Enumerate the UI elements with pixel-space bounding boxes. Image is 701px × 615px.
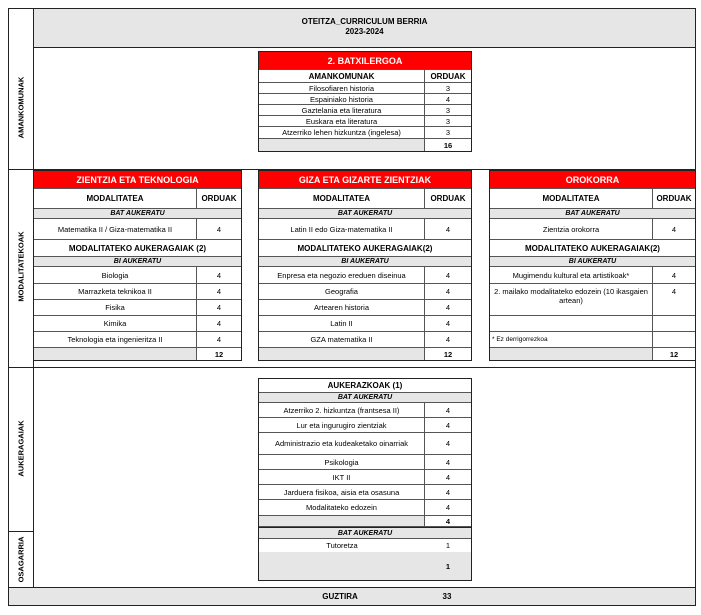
table-row xyxy=(34,316,241,332)
subject-name: Geografia xyxy=(259,284,425,299)
giza-col2: ORDUAK xyxy=(430,194,466,203)
subject-hours: 3 xyxy=(445,83,451,93)
total-row xyxy=(34,348,241,360)
subject-name: Filosofiaren historia xyxy=(259,83,425,93)
subject-name: Lur eta ingurugiro zientziak xyxy=(259,418,425,432)
subject-hours: 4 xyxy=(445,472,451,482)
amankomunak-col2: ORDUAK xyxy=(430,71,466,81)
total-row xyxy=(259,348,471,360)
subject-hours: 4 xyxy=(445,487,451,497)
table-row xyxy=(259,83,471,94)
section-title: MODALITATEKO AUKERAGAIAK(2) xyxy=(490,240,695,257)
table-row xyxy=(490,284,695,316)
subject-name: Zientzia orokorra xyxy=(490,219,653,239)
table-row xyxy=(259,116,471,127)
choose-one-label: BAT AUKERATU xyxy=(259,209,471,219)
subject-hours: 4 xyxy=(445,405,451,415)
side-label-modalitatekoak: MODALITATEKOAK xyxy=(16,231,26,302)
subject-name: Tutoretza xyxy=(326,541,358,550)
subject-hours: 4 xyxy=(216,224,222,234)
subject-name: Enpresa eta negozio ereduen diseinua xyxy=(259,267,425,283)
choose-one-label: BAT AUKERATU xyxy=(259,393,471,403)
table-row xyxy=(259,539,471,552)
table-row xyxy=(259,332,471,348)
table-row xyxy=(259,300,471,316)
subject-name: Fisika xyxy=(34,300,197,315)
subject-name: Gaztelania eta literatura xyxy=(259,105,425,115)
total-hours: 1 xyxy=(445,561,451,571)
subject-hours: 4 xyxy=(216,287,222,296)
table-row xyxy=(34,332,241,348)
orokorra-col2: ORDUAK xyxy=(656,194,692,203)
table-row xyxy=(259,127,471,139)
footnote: * Ez derrigorrezkoa xyxy=(490,332,653,347)
table-row xyxy=(259,470,471,485)
subject-hours: 1 xyxy=(445,541,451,550)
subject-name: Modalitateko edozein xyxy=(259,500,425,515)
subject-name: Biologia xyxy=(34,267,197,283)
total-hours: 12 xyxy=(425,348,471,360)
subject-hours: 4 xyxy=(445,270,451,280)
osagarria-choose-label: BAT AUKERATU xyxy=(259,527,471,539)
table-row xyxy=(259,105,471,116)
total-hours: 4 xyxy=(425,516,471,526)
amankomunak-table xyxy=(258,51,472,152)
subject-hours: 4 xyxy=(216,303,222,312)
subject-name: Teknologia eta ingenieritza II xyxy=(34,332,197,347)
table-row xyxy=(490,316,695,332)
subject-hours: 4 xyxy=(671,224,677,234)
table-row xyxy=(259,485,471,500)
subject-name: Mugimendu kultural eta artistikoak* xyxy=(490,267,653,283)
subject-hours: 4 xyxy=(216,335,222,344)
total-hours: 16 xyxy=(425,139,471,151)
choose-one-label: BAT AUKERATU xyxy=(34,209,241,219)
subject-hours: 4 xyxy=(445,503,451,512)
amankomunak-title: 2. BATXILERGOA xyxy=(259,52,471,70)
subject-hours: 4 xyxy=(671,270,677,280)
table-row xyxy=(34,284,241,300)
footer-total: 33 xyxy=(442,592,452,601)
zientzia-title: ZIENTZIA ETA TEKNOLOGIA xyxy=(34,171,241,189)
subject-name: Psikologia xyxy=(259,455,425,469)
subject-name: Marrazketa teknikoa II xyxy=(34,284,197,299)
choose-two-label: BI AUKERATU xyxy=(34,257,241,267)
table-row xyxy=(259,403,471,418)
subject-hours: 3 xyxy=(445,105,451,115)
subject-name: Atzerriko lehen hizkuntza (ingelesa) xyxy=(259,127,425,138)
choose-two-label: BI AUKERATU xyxy=(490,257,695,267)
subject-name: Matematika II / Giza-matematika II xyxy=(34,219,197,239)
subject-name: Administrazio eta kudeaketako oinarriak xyxy=(259,433,425,454)
table-row xyxy=(259,219,471,240)
subject-name: Kimika xyxy=(34,316,197,331)
table-row xyxy=(490,219,695,240)
subject-hours: 4 xyxy=(445,224,451,234)
subject-hours: 3 xyxy=(445,128,451,137)
orokorra-title: OROKORRA xyxy=(490,171,695,189)
orokorra-table xyxy=(489,170,696,361)
subject-name: 2. mailako modalitateko edozein (10 ikasgaien artean) xyxy=(490,284,653,315)
side-label-osagarria: OSAGARRIA xyxy=(16,536,26,583)
total-row xyxy=(259,139,471,151)
zientzia-col2: ORDUAK xyxy=(201,194,237,203)
subject-hours: 3 xyxy=(445,116,451,126)
subject-name: Latin II edo Giza-matematika II xyxy=(259,219,425,239)
subject-hours: 4 xyxy=(671,287,677,296)
table-row xyxy=(259,284,471,300)
amankomunak-col1: AMANKOMUNAK xyxy=(259,70,425,82)
subject-name: Euskara eta literatura xyxy=(259,116,425,126)
subject-name: Artearen historia xyxy=(259,300,425,315)
subject-hours: 4 xyxy=(445,439,451,448)
subject-hours: 4 xyxy=(445,94,451,104)
table-row xyxy=(34,300,241,316)
aukerazkoak-table xyxy=(258,378,472,581)
subject-hours: 4 xyxy=(445,335,451,344)
table-row xyxy=(259,418,471,433)
total-row xyxy=(259,516,471,527)
total-row xyxy=(490,348,695,360)
choose-one-label: BAT AUKERATU xyxy=(490,209,695,219)
table-row xyxy=(259,433,471,455)
header-year: 2023-2024 xyxy=(345,27,384,36)
note-row xyxy=(490,332,695,348)
side-label-aukeragaiak: AUKERAGAIAK xyxy=(16,420,26,477)
zientzia-col1: MODALITATEA xyxy=(34,189,197,208)
subject-hours: 4 xyxy=(445,420,451,430)
subject-name: Espainiako historia xyxy=(259,94,425,104)
subject-hours: 4 xyxy=(445,319,451,328)
total-hours: 12 xyxy=(653,348,695,360)
subject-name: Jarduera fisikoa, aisia eta osasuna xyxy=(259,485,425,499)
table-row xyxy=(259,94,471,105)
orokorra-col1: MODALITATEA xyxy=(490,189,653,208)
total-row xyxy=(259,552,471,580)
subject-hours: 4 xyxy=(216,319,222,328)
aukerazkoak-title: AUKERAZKOAK (1) xyxy=(259,379,471,393)
table-row xyxy=(34,267,241,284)
side-label-amankomunak: AMANKOMUNAK xyxy=(16,76,26,139)
table-row xyxy=(490,267,695,284)
total-hours: 12 xyxy=(197,348,241,360)
table-row xyxy=(259,455,471,470)
footer-label: GUZTIRA xyxy=(322,592,358,601)
subject-hours: 4 xyxy=(216,270,222,280)
table-row xyxy=(259,316,471,332)
subject-hours: 4 xyxy=(445,287,451,296)
subject-name: GZA matematika II xyxy=(259,332,425,347)
subject-hours: 4 xyxy=(445,303,451,312)
section-title: MODALITATEKO AUKERAGAIAK(2) xyxy=(259,240,471,257)
table-row xyxy=(259,500,471,516)
subject-hours: 4 xyxy=(445,457,451,467)
giza-title: GIZA ETA GIZARTE ZIENTZIAK xyxy=(259,171,471,189)
zientzia-table xyxy=(33,170,242,361)
section-title: MODALITATEKO AUKERAGAIAK (2) xyxy=(34,240,241,257)
choose-two-label: BI AUKERATU xyxy=(259,257,471,267)
table-row xyxy=(259,267,471,284)
giza-col1: MODALITATEA xyxy=(259,189,425,208)
subject-name: Atzerriko 2. hizkuntza (frantsesa II) xyxy=(259,403,425,417)
table-row xyxy=(34,219,241,240)
giza-table xyxy=(258,170,472,361)
subject-name: Latin II xyxy=(259,316,425,331)
subject-name: IKT II xyxy=(259,470,425,484)
header-title: OTEITZA_CURRICULUM BERRIA xyxy=(301,17,428,26)
